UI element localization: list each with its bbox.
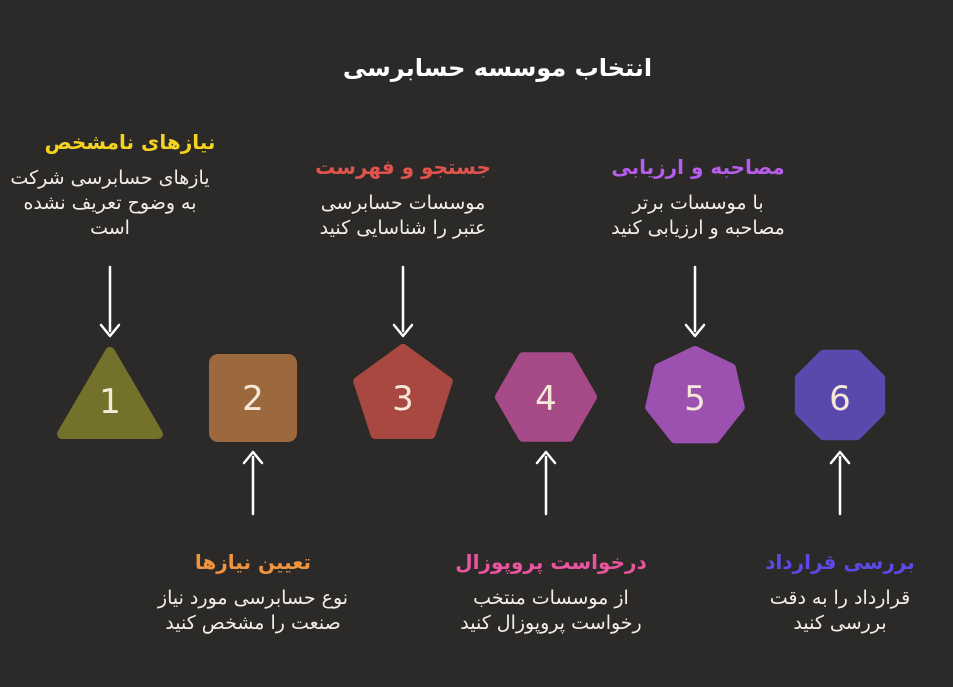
arrow-up-step-6 bbox=[831, 452, 849, 514]
callout-step-6-line-2: بررسی کنید bbox=[793, 612, 887, 634]
callout-step-6-heading: بررسی قرارداد bbox=[765, 550, 915, 574]
callout-step-3-body bbox=[315, 191, 491, 241]
arrow-up-step-4 bbox=[537, 452, 555, 514]
arrow-down-step-5 bbox=[686, 267, 704, 336]
callout-step-1-heading: نیازهای نامشخص bbox=[44, 130, 216, 154]
callout-step-2-heading: تعیین نیازها bbox=[194, 550, 312, 574]
callout-step-1-line-3: است bbox=[90, 217, 130, 239]
callout-step-4 bbox=[455, 550, 647, 636]
arrow-down-step-3 bbox=[394, 267, 412, 336]
page-title: انتخاب موسسه حسابرسی bbox=[342, 54, 653, 82]
callout-step-2-body bbox=[158, 586, 348, 636]
callout-step-6 bbox=[765, 550, 915, 636]
callout-step-3 bbox=[315, 155, 491, 241]
callout-step-5-heading: مصاحبه و ارزیابی bbox=[611, 155, 785, 179]
callout-step-2 bbox=[158, 550, 348, 636]
callout-step-5 bbox=[611, 155, 785, 241]
step-6-number: 6 bbox=[829, 379, 851, 419]
callout-step-4-body bbox=[455, 586, 647, 636]
step-4-number: 4 bbox=[535, 379, 557, 419]
callout-step-4-line-2: رخواست پروپوزال کنید bbox=[460, 612, 642, 634]
callout-step-2-line-1: نوع حسابرسی مورد نیاز bbox=[157, 587, 349, 609]
step-1-number: 1 bbox=[99, 382, 121, 422]
callout-step-4-line-1: از موسسات منتخب bbox=[473, 587, 629, 609]
callout-step-5-body bbox=[611, 191, 785, 241]
step-5-number: 5 bbox=[684, 379, 706, 419]
callout-step-5-line-1: با موسسات برتر bbox=[632, 192, 764, 214]
callout-step-1-body bbox=[10, 166, 209, 241]
callout-step-1-line-2: به وضوح تعریف نشده bbox=[23, 192, 197, 214]
callout-step-1 bbox=[10, 130, 216, 241]
callout-step-1-line-1: یازهای حسابرسی شرکت bbox=[10, 167, 210, 189]
arrow-down-step-1 bbox=[101, 267, 119, 336]
callout-step-3-line-1: موسسات حسابرسی bbox=[320, 192, 486, 214]
callout-step-4-heading: درخواست پروپوزال bbox=[455, 550, 647, 574]
arrow-up-step-2 bbox=[244, 452, 262, 514]
step-3-number: 3 bbox=[392, 379, 414, 419]
callout-step-6-body bbox=[765, 586, 915, 636]
callout-step-6-line-1: قرارداد را به دقت bbox=[769, 587, 911, 609]
callout-step-5-line-2: مصاحبه و ارزیابی کنید bbox=[611, 217, 785, 239]
step-2-number: 2 bbox=[242, 379, 264, 419]
callout-step-3-line-2: عتبر را شناسایی کنید bbox=[319, 217, 487, 239]
callout-step-2-line-2: صنعت را مشخص کنید bbox=[165, 612, 341, 634]
callout-step-3-heading: جستجو و فهرست bbox=[315, 155, 491, 179]
